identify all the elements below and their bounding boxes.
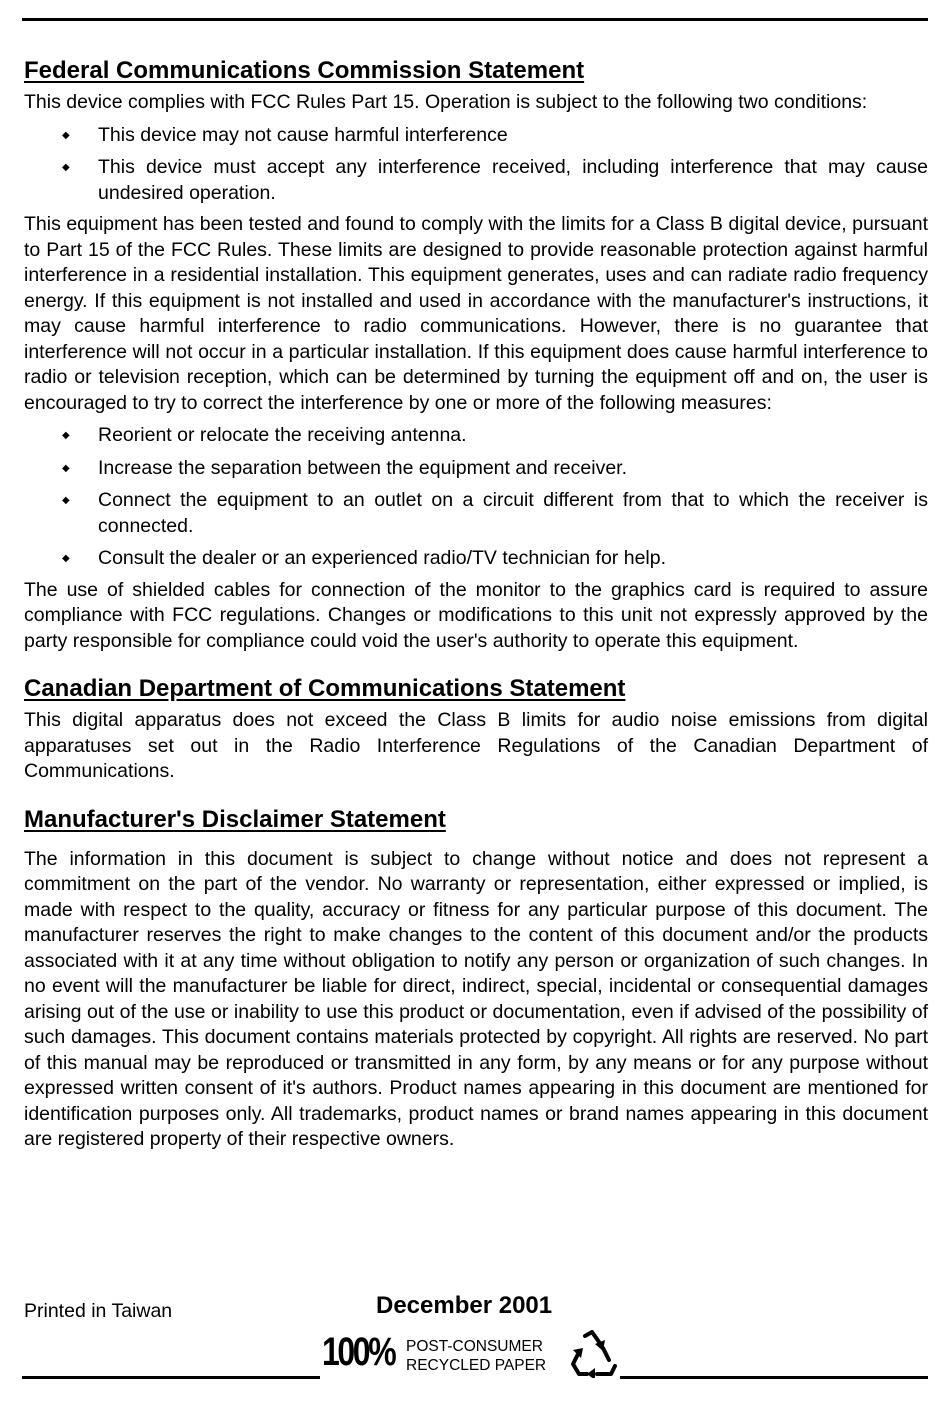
fcc-body: This equipment has been tested and found to comply with the limits for a Class B digital device, pursuant to Part 15 of the FCC Rules. These limits are designed to provide reasonable protection against harmful interference in a residential installation. This equipment generates, uses and can radiate radio frequency energy. If this equipment is not installed and used in accordance with the manufacturer's instructions, it may cause harmful interference to radio communications. However, there is no guarantee that interference will not occur in a particular installation. If this equipment does cause harmful interference to radio or television reception, which can be determined by turning the equipment off and on, the user is encouraged to try to correct the interference by one or more of the following measures:	[24, 213, 928, 414]
list-item: ◆ Consult the dealer or an experienced radio/TV technician for help.	[24, 546, 928, 572]
list-item: ◆ Reorient or relocate the receiving antenna.	[24, 423, 928, 449]
recycled-percent: 100%	[322, 1330, 395, 1374]
fcc-heading: Federal Communications Commission Statement	[24, 57, 585, 84]
recycled-paper-label	[406, 1337, 546, 1375]
document-body	[24, 56, 928, 1153]
fcc-conditions-list	[24, 123, 928, 207]
top-rule	[22, 18, 928, 21]
recycled-line-2: RECYCLED PAPER	[406, 1357, 547, 1374]
printed-in-label: Printed in Taiwan	[24, 1300, 173, 1322]
canadian-heading: Canadian Department of Communications Statement	[24, 675, 626, 702]
disclaimer-body: The information in this document is subject to change without notice and does not represent a commitment on the part of the vendor. No warranty or representation, either expressed or implied, is made with respect to the quality, accuracy or fitness for any particular purpose of this document. The manufacturer reserves the right to make changes to the content of this document and/or the products associated with it at any time without obligation to notify any person or organization of such changes. In no event will the manufacturer be liable for direct, indirect, special, incidental or consequential damages arising out of the use or inability to use this product or documentation, even if advised of the possibility of such damages. This document contains materials protected by copyright. All rights are reserved. No part of this manual may be reproduced or transmitted in any form, by any means or for any purpose without expressed written consent of it's authors. Product names appearing in this document are mentioned for identification purposes only. All trademarks, product names or brand names appearing in this document are registered property of their respective owners.	[24, 847, 928, 1150]
bottom-rule-right	[620, 1376, 928, 1379]
recycle-icon	[565, 1330, 619, 1378]
list-item: ◆ Increase the separation between the equipment and receiver.	[24, 456, 928, 482]
publication-date: December 2001	[376, 1292, 553, 1319]
page-footer	[0, 1290, 950, 1400]
list-item: ◆ This device must accept any interference received, including interference that may cause undesired operation.	[24, 155, 928, 206]
fcc-intro: This device complies with FCC Rules Part 15. Operation is subject to the following two conditions:	[24, 91, 868, 113]
list-item: ◆ Connect the equipment to an outlet on a circuit different from that to which the receiver is connected.	[24, 488, 928, 539]
list-item: ◆ This device may not cause harmful interference	[24, 123, 928, 149]
fcc-measures-list	[24, 423, 928, 572]
fcc-closing: The use of shielded cables for connection of the monitor to the graphics card is required to assure compliance with FCC regulations. Changes or modifications to this unit not expressly approved by the party responsible for compliance could void the user's authority to operate this equipment.	[24, 578, 928, 652]
bottom-rule-left	[22, 1376, 320, 1379]
recycled-line-1: POST-CONSUMER	[406, 1338, 543, 1355]
disclaimer-heading: Manufacturer's Disclaimer Statement	[24, 805, 446, 833]
canadian-body: This digital apparatus does not exceed the Class B limits for audio noise emissions from digital apparatuses set out in the Radio Interference Regulations of the Canadian Department of Communications.	[24, 709, 928, 782]
